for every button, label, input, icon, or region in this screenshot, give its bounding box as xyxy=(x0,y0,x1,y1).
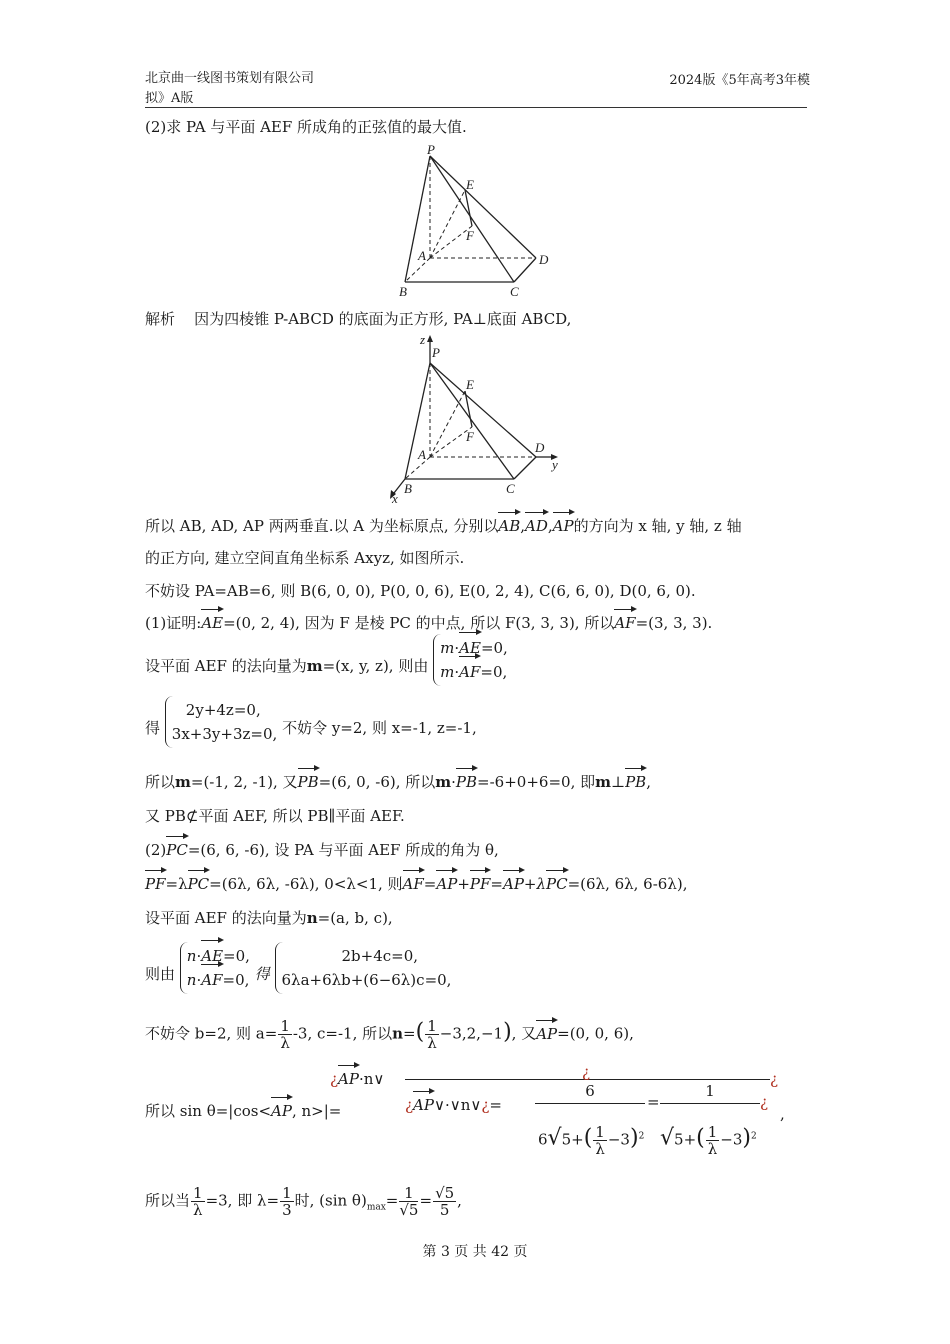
big-fraction-q-right: ¿ xyxy=(770,1070,779,1088)
frac6-num: 6 xyxy=(585,1082,595,1100)
l15a: 所以当 xyxy=(145,1191,191,1210)
label-d: D xyxy=(539,252,549,267)
vec-ap-4: AP xyxy=(536,1024,558,1043)
label-b: B xyxy=(399,284,407,299)
num: 1 xyxy=(595,1123,605,1141)
label-d: D xyxy=(535,440,545,455)
eq: = xyxy=(489,1096,502,1114)
edge-cd xyxy=(514,457,536,479)
num: 1 xyxy=(427,1017,437,1035)
m2: m xyxy=(435,773,452,791)
lam: λ xyxy=(536,875,547,893)
sq-2: 2 xyxy=(751,1131,757,1142)
sys2a: 2y+4z=0, xyxy=(185,701,261,719)
l10c: =(6λ, 6λ, 6-6λ), xyxy=(567,875,688,893)
num: 1 xyxy=(399,1185,418,1202)
l15e: = xyxy=(419,1191,433,1210)
m1: m xyxy=(175,773,191,791)
frac-1-lambda-5 xyxy=(191,1185,205,1218)
text-line-4 xyxy=(145,613,712,633)
big-fraction-numerator xyxy=(330,1069,384,1089)
vec-ap-7: AP xyxy=(413,1096,434,1114)
l14den2: ∨·∨n∨ xyxy=(433,1096,482,1114)
label-e: E xyxy=(466,377,474,392)
vec-ap-3: AP xyxy=(502,875,524,893)
frac6-bar xyxy=(535,1103,645,1104)
comma-end: , xyxy=(780,1105,785,1123)
label-z: z xyxy=(420,333,426,347)
text-line-5 xyxy=(145,639,508,686)
l1a: 所以 AB, AD, AP 两两垂直.以 A 为坐标原点, 分别以 xyxy=(145,517,499,535)
den: λ xyxy=(595,1140,605,1158)
sys1a: =0, xyxy=(480,639,508,657)
eq-2: = xyxy=(647,1093,660,1111)
sys3-n2: n xyxy=(186,971,197,989)
frac1-bar xyxy=(660,1103,760,1104)
vec-ab: AB xyxy=(498,517,521,535)
sys2b: 3x+3y+3z=0, xyxy=(171,725,278,743)
text-line-2: 的正方向, 建立空间直角坐标系 Axyz, 如图所示. xyxy=(145,549,465,567)
vec-pb-3: PB xyxy=(625,773,647,791)
solution-heading: 解析 xyxy=(145,310,176,328)
vec-ae: AE xyxy=(201,614,224,632)
solution-intro-text: 因为四棱锥 P-ABCD 的底面为正方形, PA⊥底面 ABCD, xyxy=(194,310,572,328)
frac-1-lambda-3 xyxy=(593,1124,607,1157)
n1: n xyxy=(392,1024,404,1043)
n-vector: n xyxy=(306,909,318,927)
dot: · xyxy=(454,663,460,681)
text-line-15 xyxy=(145,1185,462,1218)
label-x: x xyxy=(392,491,398,505)
paren-right: ) xyxy=(629,1125,639,1151)
frac-1-lambda-4 xyxy=(706,1124,720,1157)
vec-ap-6: AP xyxy=(338,1070,359,1088)
frac-1-3 xyxy=(280,1185,294,1218)
question-text: (2)求 PA 与平面 AEF 所成角的正弦值的最大值. xyxy=(145,118,467,136)
l15b: =3, 即 λ= xyxy=(205,1191,280,1210)
l11b: =(a, b, c), xyxy=(317,909,393,927)
edge-ae xyxy=(430,391,465,457)
l1b: 的方向为 x 轴, y 轴, z 轴 xyxy=(573,517,742,535)
sys4b: 6λa+6λb+(6−6λ)c=0, xyxy=(281,971,452,989)
edge-pd xyxy=(430,156,536,258)
vec-ap-5: AP xyxy=(271,1102,292,1120)
l5a: 设平面 AEF 的法向量为 xyxy=(145,657,307,675)
den: λ xyxy=(427,1034,437,1052)
plus: + xyxy=(457,875,470,893)
num: 1 xyxy=(707,1123,718,1141)
l7a: 所以 xyxy=(145,773,176,791)
l13c: = xyxy=(403,1024,416,1043)
den: 5 xyxy=(439,1201,450,1219)
l7c: =(6, 0, -6), 所以 xyxy=(318,773,436,791)
pyramid-figure-2 xyxy=(380,333,580,505)
num: √5 xyxy=(435,1184,455,1202)
den: λ xyxy=(280,1034,290,1052)
sys1b: =0, xyxy=(480,663,508,681)
pyramid-figure-1 xyxy=(380,140,570,305)
label-c: C xyxy=(506,481,515,496)
text-line-6 xyxy=(145,701,477,748)
header-rule xyxy=(145,107,807,108)
vec-pc-2: PC xyxy=(187,875,210,893)
dot: · xyxy=(196,947,202,965)
label-f: F xyxy=(466,429,474,444)
den: λ xyxy=(707,1140,718,1158)
eq: = xyxy=(490,875,503,893)
system-4 xyxy=(275,942,452,994)
big-fraction-q-top: ¿ xyxy=(582,1063,591,1081)
sqrt5p-2: 5+ xyxy=(674,1130,697,1149)
sys3-ae: AE xyxy=(201,944,223,968)
text-line-11 xyxy=(145,908,393,928)
frac1-den xyxy=(660,1124,757,1157)
l13e: =(0, 0, 6), xyxy=(557,1024,634,1043)
num: 1 xyxy=(282,1184,292,1202)
sys1-m2: m xyxy=(440,663,455,681)
axis-z-arrow xyxy=(427,335,433,342)
vec-pb-2: PB xyxy=(455,773,478,791)
l4c: =(3, 3, 3). xyxy=(635,614,713,632)
vec-pb: PB xyxy=(297,773,319,791)
l7e: ⊥ xyxy=(610,773,626,791)
sq: 2 xyxy=(638,1131,645,1142)
text-line-14 xyxy=(145,1101,341,1121)
text-line-8: 又 PB⊄平面 AEF, 所以 PB∥平面 AEF. xyxy=(145,807,405,825)
dot: · xyxy=(196,971,202,989)
header-left xyxy=(145,69,365,109)
sqrt5p: 5+ xyxy=(561,1130,584,1149)
edge-pb xyxy=(405,156,430,282)
sys1-ae: AE xyxy=(459,636,481,660)
system-1 xyxy=(433,634,508,686)
sys4a: 2b+4c=0, xyxy=(341,947,419,965)
vec-af-2: AF xyxy=(402,875,424,893)
plus: + xyxy=(523,875,537,893)
l6a: 得 xyxy=(145,719,161,737)
sys1-af: AF xyxy=(459,660,480,684)
l4b: =(0, 2, 4), 因为 F 是棱 PC 的中点, 所以 F(3, 3, 3), 所以 xyxy=(223,614,615,632)
paren-left: ( xyxy=(696,1125,705,1151)
den: 3 xyxy=(282,1201,292,1219)
den: √5 xyxy=(399,1201,419,1219)
l15c: 时, (sin θ) xyxy=(294,1191,367,1210)
frac-sqrt5-5 xyxy=(433,1185,456,1218)
l14ncs: ·n∨ xyxy=(358,1070,385,1088)
q: ¿ xyxy=(330,1070,339,1088)
frac-1-lambda-2 xyxy=(425,1018,439,1051)
edge-pc xyxy=(430,156,514,282)
vec-pc-3: PC xyxy=(546,875,568,893)
sys1-m1: m xyxy=(440,639,455,657)
label-f: F xyxy=(466,228,474,243)
frac1-num: 1 xyxy=(705,1082,715,1100)
l10a: =λ xyxy=(165,875,188,893)
label-a: A xyxy=(418,447,426,462)
m3: m xyxy=(595,773,611,791)
q: ¿ xyxy=(481,1096,490,1114)
label-e: E xyxy=(466,177,474,192)
l6b: 不妨令 y=2, 则 x=-1, z=-1, xyxy=(282,719,477,737)
paren-left: ( xyxy=(415,1019,425,1045)
text-line-9 xyxy=(145,840,499,860)
sqrt-sign: √ xyxy=(547,1125,562,1151)
l9a: (2) xyxy=(145,841,167,859)
l13b: -3, c=-1, 所以 xyxy=(292,1024,393,1043)
header-company: 北京曲一线图书策划有限公司 xyxy=(145,71,315,86)
vec-pf: PF xyxy=(145,875,166,893)
header-company-2: 拟》A版 xyxy=(145,91,194,106)
edge-pd xyxy=(430,363,536,457)
vec-pf-2: PF xyxy=(469,875,491,893)
l13d: , 又 xyxy=(511,1024,537,1043)
l5b: =(x, y, z), 则由 xyxy=(322,657,429,675)
minus3-2: −3 xyxy=(720,1130,743,1149)
frac-1-lambda xyxy=(278,1018,292,1051)
frac-1-sqrt5 xyxy=(399,1185,418,1218)
vec-ap-2: AP xyxy=(436,875,458,893)
sys3a: =0, xyxy=(223,947,250,965)
l12de: 得 xyxy=(254,965,270,983)
label-a: A xyxy=(418,248,426,263)
frac6-den-coef: 6 xyxy=(538,1130,548,1149)
l10b: =(6λ, 6λ, -6λ), 0<λ<1, 则 xyxy=(209,875,403,893)
l11a: 设平面 AEF 的法向量为 xyxy=(145,909,307,927)
text-line-13 xyxy=(145,1018,634,1051)
sys3b: =0, xyxy=(222,971,250,989)
big-fraction-denominator xyxy=(405,1095,502,1115)
minus3: −3 xyxy=(607,1130,630,1149)
l12a: 则由 xyxy=(145,965,176,983)
vec-af: AF xyxy=(614,614,636,632)
page-footer: 第 3 页 共 42 页 xyxy=(422,1244,528,1260)
l14b: , n>|= xyxy=(291,1102,342,1120)
l15d: = xyxy=(385,1191,399,1210)
l13vec: −3,2,−1 xyxy=(439,1024,504,1043)
label-p: P xyxy=(427,142,435,157)
text-line-12 xyxy=(145,947,452,994)
label-y: y xyxy=(552,457,558,472)
label-c: C xyxy=(510,284,519,299)
l4a: (1)证明: xyxy=(145,614,202,632)
dot: · xyxy=(451,773,456,791)
l7b: =(-1, 2, -1), 又 xyxy=(190,773,298,791)
solution-intro xyxy=(145,309,571,329)
system-2 xyxy=(165,696,277,748)
num: 1 xyxy=(280,1017,290,1035)
sys3-af: AF xyxy=(201,968,222,992)
paren-left: ( xyxy=(583,1125,593,1151)
dot: · xyxy=(454,639,460,657)
edge-ae xyxy=(430,190,465,258)
paren-right: ) xyxy=(742,1125,752,1151)
l13a: 不妨令 b=2, 则 a= xyxy=(145,1024,278,1043)
vec-pc: PC xyxy=(166,841,188,859)
text-line-10 xyxy=(145,874,687,894)
sys3-n1: n xyxy=(186,947,197,965)
text-line-3: 不妨设 PA=AB=6, 则 B(6, 0, 0), P(0, 0, 6), E(0, 2, 4), C(6, 6, 0), D(0, 6, 0). xyxy=(145,582,696,600)
sqrt-sign: √ xyxy=(660,1125,675,1151)
header-right: 2024版《5年高考3年模 xyxy=(669,73,810,88)
eq: = xyxy=(423,875,437,893)
m-vector: m xyxy=(306,657,323,675)
l14a: 所以 sin θ=|cos< xyxy=(145,1102,272,1120)
l15end: , xyxy=(457,1191,462,1210)
l9b: =(6, 6, -6), 设 PA 与平面 AEF 所成的角为 θ, xyxy=(187,841,499,859)
vec-ad: AD xyxy=(525,517,548,535)
frac6-den xyxy=(538,1124,644,1157)
q: ¿ xyxy=(405,1096,414,1114)
den: λ xyxy=(193,1201,203,1219)
q-right-2: ¿ xyxy=(760,1093,769,1111)
num: 1 xyxy=(193,1184,203,1202)
label-p: P xyxy=(432,345,440,360)
l15max: max xyxy=(366,1202,386,1213)
text-line-7: 所以m=(-1, 2, -1), 又PB=(6, 0, -6), 所以m·PB=-6+0+6=0, 即m⊥PB, xyxy=(145,773,651,791)
paren-right: ) xyxy=(503,1019,512,1045)
text-line-1: 所以 AB, AD, AP 两两垂直.以 A 为坐标原点, 分别以AB,AD,AP的方向为 x 轴, y 轴, z 轴 xyxy=(145,517,742,535)
l7d: =-6+0+6=0, 即 xyxy=(477,773,596,791)
edge-cd xyxy=(514,258,536,282)
label-b: B xyxy=(404,481,412,496)
system-3 xyxy=(180,942,250,994)
vec-ap: AP xyxy=(552,517,574,535)
